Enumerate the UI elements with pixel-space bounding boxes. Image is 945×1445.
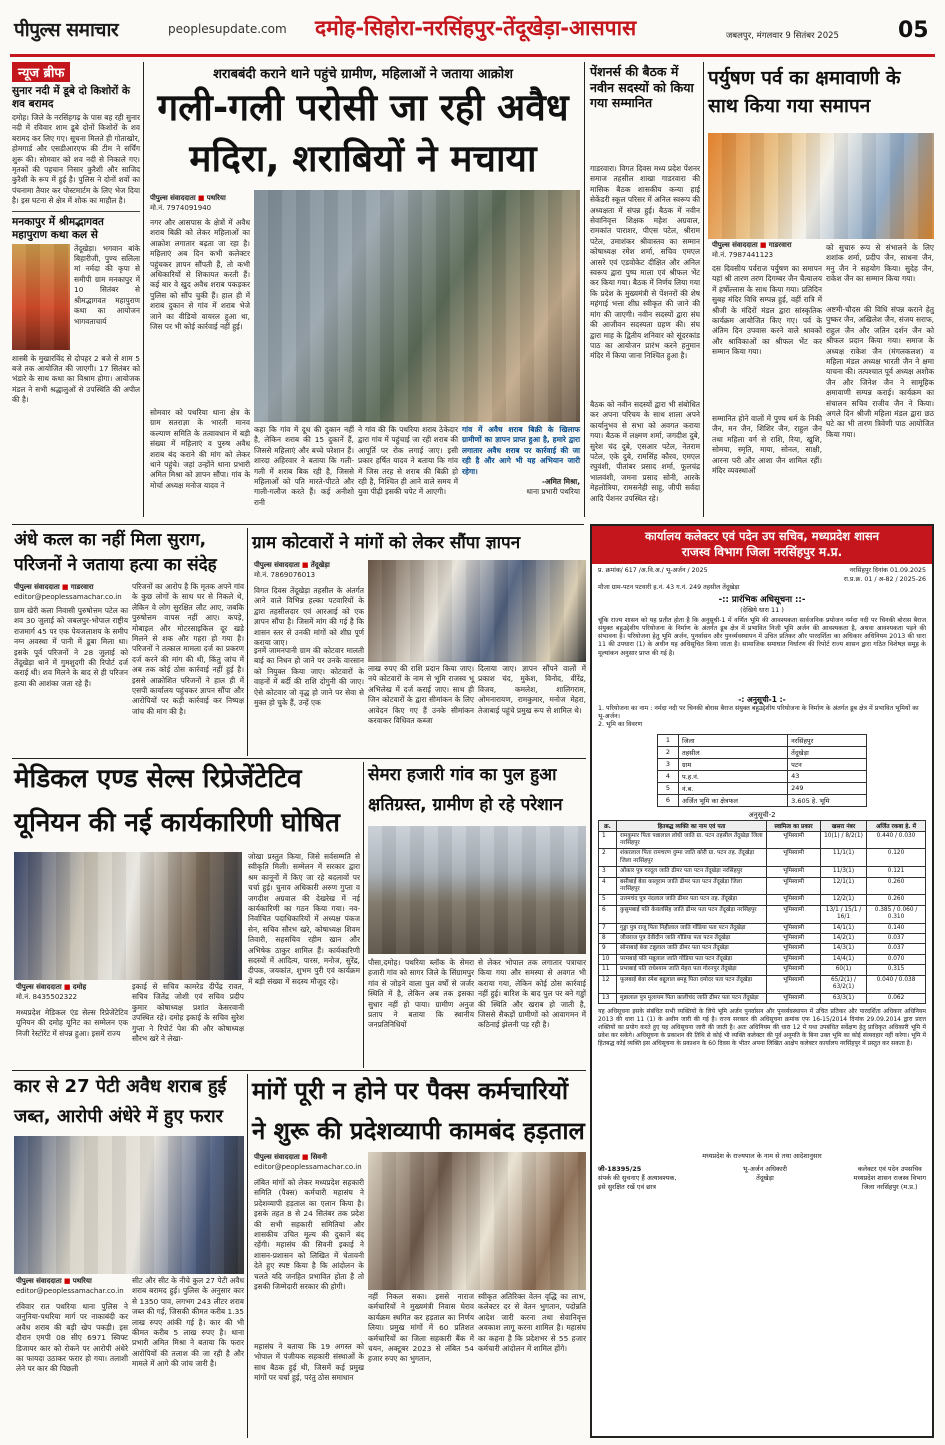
notice-office-banner xyxy=(592,526,932,564)
paryushan-body-2: सम्मानित होने वालों में पुण्य धर्म के निकी जैन, मन जैन, शिशिर जैन, राहुल जैन तथा महिला वर्ग से राशि, रिया, खुशि, सोमया, स्मृति, माया, सोनल, साक्षी, आरना परी और आशा जैन शामिल रहीं। मंदिर व्यवस्थाओं xyxy=(712,414,822,476)
liquor-byline xyxy=(16,1276,146,1300)
land-table-cell: 0.062 xyxy=(867,993,926,1003)
kotwar-body-3: लाख रुपए की राशि प्रदान किया जाए। नये कोटवारों के नाम से भूमि राजस्व भू अभिलेख में दर्ज कराई जाए। साथ ही जिन कोटवारों के द्वारा सीमांकन के लिए आवेदन किए गए हैं उनके सीमांकन करवाकर विधिवत कब्जा xyxy=(368,664,474,726)
land-table-cell: भूमिस्वामी xyxy=(767,944,821,954)
land-table-cell: 13 xyxy=(599,993,617,1003)
lead-headline-2: मदिरा, शराबियों ने मचाया xyxy=(189,137,537,180)
land-table-cell: शंकरलाल पिता रामचरण दुम्मा जाति कोरी ग्रा. पटन तह. तेंदूखेड़ा जिला नरसिंहपुर xyxy=(617,849,767,867)
land-table-cell: 0.040 / 0.038 xyxy=(867,975,926,993)
murder-byline xyxy=(14,582,134,606)
notice-schedule-1: -: अनुसूची-1 :- xyxy=(738,694,786,704)
land-table-cell: भूमिस्वामी xyxy=(767,831,821,849)
liquor-headline-1: कार से 27 पेटी अवैध शराब हुई xyxy=(14,1076,227,1097)
info-table-cell: ग्राम xyxy=(679,758,788,770)
land-table-cell: कुसुमबाई पति केवलसिंह जाति ढीमर पता पटन तेंदूखेड़ा नरसिंहपुर xyxy=(617,905,767,923)
info-table-cell: पटन xyxy=(788,758,867,770)
region-narsinghpur: नरसिंहपुर xyxy=(423,16,495,40)
kotwar-byline xyxy=(254,560,364,584)
land-table-cell: भूमिस्वामी xyxy=(767,975,821,993)
lead-quote: गांव में अवैध शराब बिक्री के खिलाफ ग्रामीणों का ज्ञापन प्राप्त हुआ है, हमारे द्वारा लगातार अवैध शराब पर कार्रवाई की जा रही है और आगे भी यह अभियान जारी रहेगा। xyxy=(462,425,580,476)
byline-email[interactable]: editor@peoplessamachar.co.in xyxy=(16,1287,124,1295)
info-table-cell: जिला xyxy=(679,734,788,746)
pension-headline: पेंशनर्स की बैठक में नवीन सदस्यों को किया गया सम्मानित xyxy=(590,64,694,110)
info-table-cell: नरसिंहपुर xyxy=(788,734,867,746)
lead-quote-box xyxy=(462,425,580,523)
land-table-cell: 11/1(1) xyxy=(821,849,867,867)
info-table-cell: 6 xyxy=(658,794,679,806)
land-table-cell: 5 xyxy=(599,895,617,905)
kotwar-body-4: दिलाया जाए। ज्ञापन सौंपने वालों में प्रकाश चंद, मुकेश, विनोद, वीरेंद्र, विजय, कमलेश, शालिगराम, ओमनारायण, रामकुमार, मनोज मेहरा, तेजाबाई पहुंचे प्रमुख रूप से शामिल थे। xyxy=(478,664,586,715)
liquor-body-1: रविवार रात पथरिया थाना पुलिस ने जनुनिया-पथरिया मार्ग पर नाकाबंदी कर अवैध शराब की बड़ी खेप पकड़ी। इस दौरान एमपी 08 सीए 6971 स्विफ्ट डिजायर कार को रोकने पर आरोपी अंधेरे का फायदा उठाकर फरार हो गया। तलाशी लेने पर कार की पिछली xyxy=(16,1302,128,1374)
masthead-regions xyxy=(315,14,695,48)
land-table-row xyxy=(599,934,926,944)
info-table-cell: 2 xyxy=(658,746,679,758)
land-table-cell: 63/3(1) xyxy=(821,993,867,1003)
strike-body-3: नहीं निकल सका। इससे नाराज कर्मचारियों ने मुख्यमंत्री निवास घेराव कार्यक्रम स्थगित कर हड़ताल का निर्णय लिया। प्रमुख मांगों में 60 प्रतिशत कर्मचारियों का जिला सहकारी बैंक में चयन, अक्टूबर 2023 से लंबित 54 हजार रुपए का भुगतान, xyxy=(368,1292,474,1364)
land-table-cell: भूमिस्वामी xyxy=(767,877,821,895)
land-table-cell: मुन्नालाल पुत्र मुलायम पिता कालीचंद जाति ढीमर पता पटन तेंदूखेड़ा xyxy=(617,993,767,1003)
land-table-row xyxy=(599,993,926,1003)
pension-body-2: बैठक को नवीन सदस्यों द्वारा भी संबोधित कर अपना परिचय के साथ शाला अपने कार्यानुभव से सभा को अवगत कराया गया। बैठक में लक्ष्मण शर्मा, जगदीश दुबे, सुरेश चंद दुबे, एसआर पटेल, नेतराम पटेल, एके दुबे, रामसिंह कौरव, एमएल रघुवंशी, पीतांबर प्रसाद शर्मा, फूलचंद्र भालवंशी, जमना प्रसाद सोनी, आरके मेहलोत्रिया, रामसनेही साहू, जीपी सर्वदा आदि पेंशनर उपस्थित रहे। xyxy=(590,400,700,503)
bridge-headline-2: क्षतिग्रस्त, ग्रामीण हो रहे परेशान xyxy=(368,795,563,815)
land-table-cell: ओंकार पुत्र गरदूल जाति ढीमर पता पटन तेंदूखेड़ा नरसिंहपुर xyxy=(617,867,767,877)
lead-kicker: शराबबंदी कराने थाने पहुंचे ग्रामीण, महिलाओं ने जताया आक्रोश xyxy=(213,67,513,82)
land-table-header: खसरा नंबर xyxy=(821,820,867,831)
info-table-row xyxy=(658,746,867,758)
land-table-cell: 14/2(1) xyxy=(821,934,867,944)
info-table-cell: 249 xyxy=(788,782,867,794)
byline-name: पीपुल्स संवाददाता xyxy=(14,583,60,591)
land-table-row xyxy=(599,905,926,923)
strike-body-2: महासंघ ने बताया कि 19 अगस्त को भोपाल में पंजीयक सहकारी संस्थाओं के साथ बैठक हुई थी, जिसमें कई प्रमुख मांगों पर चर्चा हुई, परंतु ठोस समाधान xyxy=(254,1342,364,1383)
murder-body-1: ग्राम खेरी कला निवासी पुरुषोत्तम पटेल का शव 30 जुलाई को जबलपुर-भोपाल राष्ट्रीय राजमार्ग 45 पर एक पेयजलाशय के समीप नग्न अवस्था में पानी में डूबा मिला था। इसके पूर्व परिजनों ने 28 जुलाई को तेंदूखेड़ा थाने में गुमशुदगी की रिपोर्ट दर्ज कराई थी। शव मिलने के बाद से ही परिजन हत्या की आशंका जता रहे हैं। xyxy=(14,606,128,688)
land-table-cell: 12 xyxy=(599,975,617,993)
notice-sign-right-1: कलेक्टर एवं पदेन उपसचिव xyxy=(857,1164,922,1173)
lead-body-4: ने गांव की कि पथरिया शराब ठेकेदार द्वारा गांव में पहुंचाई जा रही शराब की आपूर्ति पर रोक लगाई जाए। इसी प्रकार हर्षित यादव ने बताया कि गांव में जिस तरह से शराब की बिक्री हो रही है, निश्चित ही आने वाले समय में युवा पीढ़ी इसकी चपेट में आएगी। xyxy=(358,425,458,497)
land-table-cell: 0.315 xyxy=(867,965,926,975)
land-table-cell: 10 xyxy=(599,954,617,964)
land-table-cell: सोनाबाई बेवा टन्नूलाल जाति ढीमर पता पटन तेंदूखेड़ा xyxy=(617,944,767,954)
byline-email[interactable]: editor@peoplessamachar.co.in xyxy=(254,1163,362,1171)
byline-place: गाडरवारा xyxy=(768,241,792,249)
info-table-row xyxy=(658,782,867,794)
masthead-dateline: जबलपुर, मंगलवार 9 सितंबर 2025 xyxy=(726,31,839,41)
lead-photo xyxy=(254,190,580,422)
info-table-cell: नं.ब. xyxy=(679,782,788,794)
land-table-cell: भूमिस्वामी xyxy=(767,905,821,923)
column-divider xyxy=(703,62,704,517)
strike-byline xyxy=(254,1152,370,1176)
medical-body-3: जोखा प्रस्तुत किया, जिसे सर्वसम्मति से स्वीकृति मिली। सम्मेलन में सरकार द्वारा श्रम कानूनों में किए जा रहे बदलावों पर चर्चा हुई। चुनाव अधिकारी अरुण गुप्ता व जगदीश अग्रवाल की देखरेख में नई कार्यकारिणी का गठन किया गया। नव-निर्वाचित पदाधिकारियों में अध्यक्ष पंकज सेन, सचिव सौरभ खरे, कोषाध्यक्ष शिवम तिवारी, सहसचिव रहीम खान और अभिषेक ठाकुर शामिल हैं। कार्यकारिणी सदस्यों में आदित्य, पारस, मनोज, सुरेंद्र, दीपक, जयकांत, शुभम पुरी एवं कार्यक्रम में बड़ी संख्या में सदस्य मौजूद रहे। xyxy=(248,852,360,986)
notice-item-2: 2. भूमि का विवरण xyxy=(598,721,643,729)
news-brief-title: न्यूज ब्रीफ xyxy=(12,62,70,82)
land-table-cell: 4 xyxy=(599,877,617,895)
notice-date: नरसिंहपुर दिनांक 01.09.2025 xyxy=(849,567,926,574)
land-table-cell: भूमिस्वामी xyxy=(767,934,821,944)
strike-photo xyxy=(368,1152,586,1290)
land-table-row xyxy=(599,923,926,933)
info-table-cell: तहसील xyxy=(679,746,788,758)
byline-marker: ■ xyxy=(759,241,767,249)
region-tendukheda: तेंदूखेड़ा xyxy=(503,16,561,40)
land-table-cell: 6 xyxy=(599,905,617,923)
info-table-cell: 1 xyxy=(658,734,679,746)
land-table-cell: 60(1) xyxy=(821,965,867,975)
land-table-cell: 0.440 / 0.030 xyxy=(867,831,926,849)
lead-headline-1: गली-गली परोसी जा रही अवैध xyxy=(157,86,569,129)
byline-name: पीपुल्स संवाददाता xyxy=(712,241,758,249)
medical-headline-2: यूनियन की नई कार्यकारिणी घोषित xyxy=(14,808,340,838)
land-table-header-row xyxy=(599,820,926,831)
notice-title: -:: प्रारंभिक अधिसूचना ::- xyxy=(718,594,806,605)
land-table-cell: 13/1 / 15/1 / 16/1 xyxy=(821,905,867,923)
medical-photo xyxy=(14,852,242,980)
land-table-cell: प्रभाबाई पति राधेश्याम जाति मेहरा पता गोरनपुर तेंदूखेड़ा xyxy=(617,965,767,975)
info-table-row xyxy=(658,794,867,806)
info-table-cell: 5 xyxy=(658,782,679,794)
region-sep: - xyxy=(494,16,504,40)
medical-byline xyxy=(16,982,146,1006)
land-table-row xyxy=(599,944,926,954)
kotwar-body-1: विगत दिवस तेंदूखेड़ा तहसील के अंतर्गत आने वाले विभिन्न हल्का पटवारियों के द्वारा तहसीलदार एवं आरआई को एक ज्ञापन सौंपा है। जिसमें मांग की गई है कि शासन स्तर से उनकी मांगों को शीघ्र पूर्ण कराया जाए। xyxy=(254,586,364,648)
govt-notice xyxy=(590,524,934,1438)
notice-office-1: कार्यालय कलेक्टर एवं पदेन उप सचिव, मध्यप्रदेश शासन xyxy=(644,529,880,543)
brief-2-body-1: तेंदूखेड़ा। भगवान बांके बिहारीजी, पुण्य सलिला मां नर्मदा की कृपा से समीपी ग्राम मनकापुर में 10 सितंबर से श्रीमद्भागवत महापुराण कथा का आयोजन भागवताचार्य xyxy=(74,243,140,326)
land-table-row xyxy=(599,895,926,905)
byline-mobile: मो.नं. 7974091940 xyxy=(150,204,212,212)
section-rule xyxy=(12,1070,586,1071)
lead-body-2: सोमवार को पथरिया थाना क्षेत्र के ग्राम सतराज्ञा के भारती मानव कल्याण समिति के तत्वावधान में बड़ी संख्या में महिलाएं व पुरुष अवैध शराब बंद कराने की मांग को लेकर थाने पहुंचे। जहां उन्होंने थाना प्रभारी अमित मिश्रा को ज्ञापन सौंपा। गांव के मोर्चा अध्यक्ष मनोज यादव ने xyxy=(150,408,250,490)
lead-byline xyxy=(150,193,250,217)
land-table-cell: 0.121 xyxy=(867,867,926,877)
bridge-photo xyxy=(368,826,586,954)
byline-marker: ■ xyxy=(197,194,205,202)
region-sep: - xyxy=(355,16,365,40)
byline-name: पीपुल्स संवाददाता xyxy=(16,1277,62,1285)
paryushan-photo xyxy=(708,133,934,239)
land-table-row xyxy=(599,954,926,964)
land-table-cell: 14/1(1) xyxy=(821,923,867,933)
kotwar-photo xyxy=(368,560,586,662)
land-table-cell: भूमिस्वामी xyxy=(767,954,821,964)
column-divider xyxy=(143,62,144,517)
land-table-cell: फूलबाई बेवा रमेश बद्दूलाल बमहू पिता दमोदर पता पटन तेंदूखेड़ा xyxy=(617,975,767,993)
land-table-row xyxy=(599,867,926,877)
notice-footer-para: यह अधिसूचना इसके संबंधित सभी व्यक्तियों के लिये भूमि अर्जन पुनर्वासन और पुनर्व्यवस्थापन में उचित प्रतिकर और पारदर्शिता अधिकार अधिनियम 2013 की धारा 11 (1) के अधीन जारी की गई है। राज्य सरकार की अधिसूचना क्रमांक एफ 16-15/2014 दिनांक 29.09.2014 द्वारा प्रदत्त शक्तियों का प्रयोग करते हुए यह अधिसूचना जारी की जाती है। अतः अधिनियम की धारा 12 में यथा उपबंधित सर्वेक्षण हेतु प्राधिकृत अधिकारी भूमि में प्रवेश कर सकेंगे। अधिसूचना के प्रकाशन की तिथि से कोई भी व्यक्ति कलेक्टर की पूर्व अनुमति के बिना उक्त भूमि का कोई संव्यवहार नहीं करेगा। भूमि में हितबद्ध कोई व्यक्ति इस अधिसूचना के प्रकाशन के 60 दिवस के भीतर अपना लिखित आक्षेप कलेक्टर कार्यालय नरसिंहपुर में प्रस्तुत कर सकता है। xyxy=(598,1007,926,1047)
liquor-photo xyxy=(14,1136,244,1274)
byline-mobile: मो.नं. 8435502322 xyxy=(16,993,78,1001)
masthead-logo[interactable] xyxy=(14,16,164,50)
medical-body-1: मध्यप्रदेश मेडिकल एंड सेल्स रिप्रेजेंटेटिव यूनियन की दमोह यूनिट का सम्मेलन एक निजी रेस्टोरेंट में संपन्न हुआ। इसमें राज्य xyxy=(16,1008,128,1038)
strike-headline-1: मांगें पूरी न होने पर पैक्स कर्मचारियों xyxy=(252,1077,569,1105)
byline-mobile: मो.नं. 7869076013 xyxy=(254,571,316,579)
brief-1-body: दमोह। जिले के नरसिंहगढ़ के पास बह रही सुनार नदी में रविवार शाम डूबे दोनों किशोरों के शव बरामद कर लिए गए। सूचना मिलते ही गोताखोर, होमगार्ड और एसडीआरएफ की टीम ने सर्चिंग शुरू की। सोमवार को शव नदी से निकाले गए। मृतकों की पहचान निसार कुरैशी और साजिद कुरैशी के रूप में हुई है। पुलिस ने दोनों शवों का पंचनामा तैयार कर पोस्टमार्टम के लिए भेज दिया है। इस घटना से क्षेत्र में शोक का माहौल है। xyxy=(12,113,140,206)
byline-place: पथरिया xyxy=(206,194,226,202)
liquor-headline-2: जब्त, आरोपी अंधेरे में हुए फरार xyxy=(14,1106,223,1127)
byline-marker: ■ xyxy=(301,561,309,569)
land-table-cell: 0.037 xyxy=(867,944,926,954)
land-table-cell: 12/2(1) xyxy=(821,895,867,905)
notice-footnote-1: संपर्क की सुचनाए हैं अत्यावश्यक, xyxy=(598,1173,677,1182)
brief-2-body-2: शास्त्री के मुखारविंद से दोपहर 2 बजे से शाम 5 बजे तक आयोजित की जाएगी। 17 सितंबर को भंडारे के साथ कथा का विश्राम होगा। आयोजक मंडल ने सभी श्रद्धालुओं से उपस्थिति की अपील की है। xyxy=(12,353,140,405)
notice-sign-right-3: जिला नरसिंहपुर (म.प्र.) xyxy=(861,1182,918,1191)
byline-place: सिवनी xyxy=(310,1153,327,1161)
logo-text: पीपुल्स समाचार xyxy=(14,19,119,41)
byline-name: पीपुल्स संवाददाता xyxy=(254,561,300,569)
byline-name: पीपुल्स संवाददाता xyxy=(16,983,62,991)
masthead-website[interactable]: peoplesupdate.com xyxy=(168,22,287,36)
news-brief-column xyxy=(12,62,140,522)
land-table-cell: उत्तमचंद पुत्र नंदलाल जाति ढीमर पता पटन तह. तेंदूखेड़ा xyxy=(617,895,767,905)
lead-quote-role: थाना प्रभारी पथरिया xyxy=(526,487,580,497)
land-table-cell: 65/2(1) / 63/2(1) xyxy=(821,975,867,993)
paryushan-body-4: अष्टमी-चौदस की विधि संपन्न कराने हेतु पुष्कर जैन, अखिलेश जैन, संजय सराफ, राहुल जैन और जतिन दर्शन जैन को श्रीफल प्रदान किया गया। समाज के अध्यक्ष राकेश जैन (मंगलकलश) व महिला मंडल अध्यक्ष भारती जैन ने क्षमा याचना की। तत्पश्चात पूर्व अध्यक्ष अशोक जैन और जिनेश जैन ने सामूहिक क्षमावाणी सम्पन्न कराई। कार्यक्रम का संचालन सचिव राजीव जैन ने किया। अगले दिन श्रीजी महिला मंडल द्वारा छठ घटे का भी तारण त्रिवेणी पाठ आयोजित किया गया। xyxy=(826,305,934,439)
land-table-cell: जीवराज पुत्र देवीदीन जाति गोंडिया पता पटन तेंदूखेड़ा xyxy=(617,934,767,944)
notice-footnote-2: इसे सुरक्षित रखें एवं छात्र xyxy=(598,1182,656,1191)
region-damoh: दमोह xyxy=(315,16,356,40)
land-table-cell: भूमिस्वामी xyxy=(767,993,821,1003)
info-table-cell: 43 xyxy=(788,770,867,782)
brief-2-photo xyxy=(12,244,70,350)
notice-sign-right-2: मध्यप्रदेश शासन राजस्व विभाग xyxy=(853,1173,926,1182)
land-table-cell: रामकुमार पिता पन्नालाल लोधी जाति ग्रा. पटन तहसील तेंदूखेड़ा जिला नरसिंहपुर xyxy=(617,831,767,849)
info-table-cell: प.ह.नं. xyxy=(679,770,788,782)
byline-name: पीपुल्स संवाददाता xyxy=(150,194,196,202)
land-table-cell: 11/3(1) xyxy=(821,867,867,877)
medical-headline-1: मेडिकल एण्ड सेल्स रिप्रेजेंटेटिव xyxy=(14,764,302,794)
paryushan-body-1: दस दिवसीय पर्वराज पर्युषण का समापन यहां श्री तारण तरण दिगम्बर जैन चैत्यालय में हर्षोल्लास के साथ किया गया। प्रतिदिन सुबह मंदिर विधि सम्पन्न हुई, वहीं रात्रि में श्रीजी के मंदिरों मंडल द्वारा सांस्कृतिक कार्यक्रम आयोजित किए गए। पर्व के अंतिम दिन उपवास करने वाले श्रावकों और श्राविकाओं का श्रीफल भेंट कर सम्मान किया गया। xyxy=(712,264,823,357)
land-table-cell: 0.120 xyxy=(867,849,926,867)
divider xyxy=(12,211,140,212)
strike-body-1: लंबित मांगों को लेकर मध्यप्रदेश सहकारी समिति (पैक्स) कर्मचारी महासंघ ने प्रदेशव्यापी हड़ताल का एलान किया है। इसके तहत 8 से 24 सितंबर तक प्रदेश की सभी सहकारी समितियां और शासकीय उचित मूल्य की दुकानें बंद रहेंगी। महासंघ की सिवनी इकाई ने शासन-प्रशासन को लिखित में चेतावनी देते हुए स्पष्ट किया है कि आंदोलन के चलते यदि जनहित प्रभावित होता है तो इसकी जिम्मेदारी सरकार की होगी। xyxy=(254,1178,364,1292)
land-table-cell: 14/4(1) xyxy=(821,954,867,964)
land-table-cell: बसीबाई बेवा कालूराम जाति ढीमर पता पटन तेंदूखेड़ा जिला नरसिंहपुर xyxy=(617,877,767,895)
column-divider xyxy=(247,1074,248,1438)
column-divider xyxy=(363,762,364,1068)
bridge-body-1: पौसा,दमोह। पथरिया ब्लॉक के सेमरा हजारी गांव को सागर जिले के सिंग्रामपुर गांव से जोड़ने वाला पुल वर्षों से जर्जर स्थिति में है, लेकिन अब तक इसका सुधार नहीं हो पाया। ग्रामीण अनुज प्रताप ने बताया कि स्थानीय जनप्रतिनिधियों xyxy=(368,958,474,1030)
land-table-cell: 2 xyxy=(599,849,617,867)
info-table-row xyxy=(658,734,867,746)
lead-quote-by: -अमित मिश्रा, xyxy=(541,477,580,487)
notice-sign-left-1: भू-अर्जन अधिकारी xyxy=(742,1164,787,1173)
land-table-cell: 0.260 xyxy=(867,877,926,895)
notice-intro: चूंकि राज्य शासन को यह प्रतीत होता है कि अनुसूची-1 में वर्णित भूमि की आवश्यकता सार्वजनिक प्रयोजन नर्मदा नदी पर चिनकी बोरास बैराज संयुक्त बहुउद्देशीय परियोजना के निर्माण के अंतर्गत डूब क्षेत्र में प्रभावित निजी भूमि अर्जन की आवश्यकता है, अथवा आवश्यकता पड़ने की संभावना है। परियोजना हेतु भूमि अर्जन, पुनर्वासन और पुनर्व्यवस्थापन में उचित प्रतिकर और पारदर्शिता का अधिकार अधिनियम 2013 की धारा 11 की उपधारा (1) के अधीन यह अधिसूचित किया जाता है। सामाजिक समाघात निर्धारण की रिपोर्ट राज्य शासन द्वारा गठित विशेषज्ञ समूह के मूल्यांकन अनुसार प्राप्त की गई है। xyxy=(598,616,926,657)
kotwar-headline: ग्राम कोटवारों ने मांगों को लेकर सौंपा ज्ञापन xyxy=(252,533,521,553)
notice-village: मौजा ग्राम-पटन पटवारी ह.नं. 43 ग.नं. 249 तहसील तेंदूखेड़ा xyxy=(598,584,740,591)
land-table-cell: 10(1) / 8/2(1) xyxy=(821,831,867,849)
bridge-headline-1: सेमरा हजारी गांव का पुल हुआ xyxy=(368,765,557,785)
info-table-cell: तेंदूखेड़ा xyxy=(788,746,867,758)
land-table-cell: 0.260 xyxy=(867,895,926,905)
land-table-cell: भूमिस्वामी xyxy=(767,849,821,867)
brief-2-headline: मनकापुर में श्रीमद्भागवत महापुराण कथा कल से xyxy=(12,215,104,241)
region-sep: - xyxy=(560,16,569,40)
page-number: 05 xyxy=(898,18,929,43)
land-table-cell: 12/1(1) xyxy=(821,877,867,895)
notice-seal-line: मध्यप्रदेश के राज्यपाल के नाम से तथा आदेशानुसार xyxy=(702,1151,822,1160)
notice-case-no: रा.प्र.क्र. 01 / अ-82 / 2025-26 xyxy=(843,575,926,583)
notice-item-1: 1. परियोजना का नाम : नर्मदा नदी पर चिनकी बोरास बैराज संयुक्त बहुउद्देशीय परियोजना के निर्माण के अंतर्गत डूब क्षेत्र में प्रभावित भूमियों का भू-अर्जन। xyxy=(598,704,919,720)
land-table-header: स्वामित्व का प्रकार xyxy=(767,820,821,831)
land-table-cell: 0.037 xyxy=(867,934,926,944)
land-table-cell: 11 xyxy=(599,965,617,975)
land-table-cell: 8 xyxy=(599,934,617,944)
land-table-cell: भूमिस्वामी xyxy=(767,867,821,877)
byline-marker: ■ xyxy=(61,583,69,591)
land-table-cell: 3 xyxy=(599,867,617,877)
land-table-cell: 0.070 xyxy=(867,954,926,964)
land-table-row xyxy=(599,965,926,975)
land-table-cell: 9 xyxy=(599,944,617,954)
notice-land-table xyxy=(598,820,926,1004)
info-table-row xyxy=(658,758,867,770)
land-table-cell: भूमिस्वामी xyxy=(767,965,821,975)
land-table-row xyxy=(599,849,926,867)
byline-place: गाडरवारा xyxy=(70,583,94,591)
land-table-cell: भूमिस्वामी xyxy=(767,895,821,905)
medical-body-2: इकाई से सचिव कामरेड दीपेंद्र रावत, सचिव जितेंद्र जोशी एवं सचिव प्रदीप कुमार कोषाध्यक्ष प्रशांत केसरवानी उपस्थित रहे। दमोह इकाई के सचिव सुरेश गुप्ता ने रिपोर्ट पेश की और कोषाध्यक्ष सौरभ खरे ने लेखा- xyxy=(132,982,244,1044)
byline-marker: ■ xyxy=(63,983,71,991)
land-table-cell: भूमिस्वामी xyxy=(767,923,821,933)
info-table-row xyxy=(658,770,867,782)
paryushan-byline xyxy=(712,240,822,262)
byline-email[interactable]: editor@peoplessamachar.co.in xyxy=(14,593,122,601)
info-table-cell: 3.605 हे. भूमि xyxy=(788,794,867,806)
land-table-header: हितबद्ध व्यक्ति का नाम एवं पता xyxy=(617,820,767,831)
byline-mobile: मो.नं. 7987441123 xyxy=(712,251,774,259)
info-table-cell: 4 xyxy=(658,770,679,782)
column-divider xyxy=(584,62,585,517)
byline-place: पथरिया xyxy=(72,1277,92,1285)
info-table-cell: 3 xyxy=(658,758,679,770)
land-table-header: अर्जित रकबा हे. में xyxy=(867,820,926,831)
liquor-body-2: सीट और सीट के नीचे कुल 27 पेटी अवैध शराब बरामद हुई। पुलिस के अनुसार कार से 1350 पाव, लगभग 243 लीटर शराब जब्त की गई, जिसकी कीमत करीब 1.35 लाख रुपए आंकी गई है। कार की भी कीमत करीब 5 लाख रुपए है। थाना प्रभारी अमित मिश्रा ने बताया कि फरार आरोपियों की तलाश की जा रही है और मामले में आगे की जांच जारी है। xyxy=(132,1276,244,1369)
bridge-body-2: से लेकर भोपाल तक लगातार पत्राचार किया गया और समस्या से अवगत भी कराया गया, लेकिन कोई ठोस कार्रवाई नहीं हुई। बारिश के बाद पुल पर बने गड्ढों की स्थिति और खराब हो जाती है, जिससे सैकड़ों ग्रामीणों को आवागमन में कठिनाई झेलनी पड़ रही है। xyxy=(478,958,586,1030)
murder-headline: अंधे कत्ल का नहीं मिला सुराग, परिजनों ने जताया हत्या का संदेह xyxy=(14,530,217,575)
land-table-header: क्र. xyxy=(599,820,617,831)
notice-schedule-2: अनुसूची-2 xyxy=(748,810,776,819)
land-table-cell: 1 xyxy=(599,831,617,849)
lead-body-1: नगर और आसपास के क्षेत्रों में अवैध शराब बिक्री को लेकर महिलाओं का आक्रोश लगातार बढ़ता जा रहा है। महिलाएं अब दिन कभी कलेक्टर पहुंचकर ज्ञापन सौंपती हैं, तो कभी अधिकारियों से शिकायत करती हैं। कई बार वे खुद अवैध शराब पकड़कर पुलिस को सौंप चुकी हैं। हाल ही में शराब दुकान से गांव में शराब भेजे जाने का वीडियो वायरल हुआ था, जिस पर भी कोई कार्रवाई नहीं हुई। xyxy=(150,218,250,332)
brief-1-headline: सुनार नदी में डूबे दो किशोरों के शव बरामद xyxy=(12,85,130,110)
region-sep: - xyxy=(414,16,424,40)
notice-info-table xyxy=(657,734,867,807)
murder-body-2: परिजनों का आरोप है कि मृतक अपने गांव के कुछ लोगों के साथ घर से निकले थे, लेकिन वे लोग सुरक्षित लौट आए, जबकि पुरुषोत्तम वापस नहीं आए। कपड़े, मोबाइल और मोटरसाइकिल दूर खड़े मिलने से शक और गहरा हो गया है। परिजनों ने तत्काल मामला दर्ज का प्रकरण दर्ज करने की मांग की थी, किंतु जांच में अब तक कोई ठोस कार्रवाई नहीं हुई है। इससे आक्रोशित परिजनों ने हाल ही में एसपी कार्यालय पहुंचकर ज्ञापन सौंपा और आरोपियों पर कड़ी कार्रवाई कर निष्पक्ष जांच की मांग की है। xyxy=(132,582,244,716)
kotwar-body-2: इनमें जामनपानी ग्राम की कोटवार मालती बाई का निधन हो जाने पर उनके वारसान को नियुक्त किया जाए। कोटवारों के वाहनों में बर्दी की राशि दोगुनी की जाए। ऐसे कोटवार जो वृद्ध हो जाने पर सेवा से मुक्त हो चुके हैं, उन्हें एक xyxy=(254,646,364,708)
section-rule xyxy=(12,524,584,525)
strike-body-4: स्वीकृत अतिरिक्त वेतन वृद्धि का लाभ, कलेक्टर दर से वेतन भुगतान, पदोन्नति आदेश जारी करना तथा सेवानिवृत्त अवकाश लागू करना शामिल है। महासंघ का कहना है कि प्रदेशभर से 55 हजार कर्मचारी आंदोलन में शामिल होंगे। xyxy=(478,1292,586,1354)
masthead-rule xyxy=(10,54,935,57)
notice-ref-no: जी-18395/25 xyxy=(598,1164,642,1173)
land-table-cell: 14/3(1) xyxy=(821,944,867,954)
byline-marker: ■ xyxy=(301,1153,309,1161)
pension-body-1: गाडरवारा। विगत दिवस मध्य प्रदेश पेंशनर समाज तहसील शाखा गाडरवारा की मासिक बैठक शासकीय कन्या हाई सेकेंडरी स्कूल परिसर में अनिल स्वरूप की अध्यक्षता में संपन्न हुई। बैठक में नवीन सेवानिवृत्त शिक्षक महेश अग्रवाल, रामकांत पाराशर, पीएस पटेल, श्रीराम पटेल, उमाशंकर श्रीवास्तव का सम्मान कोषाध्यक्ष रमेश शर्मा, सचिव एमएल आसरे एवं एडवोकेट दीक्षित और अनिल स्वरूप द्वारा पुष्प माला एवं श्रीफल भेंट कर किया गया। बैठक में निर्णय लिया गया कि प्रदेश के मुख्यमंत्री से पेंशनरों की शेष महंगाई भत्ता शीघ्र स्वीकृत की जाने की मांग की जाएगी। नवीन सदस्यों द्वारा संघ की आजीवन सदस्यता ग्रहण की। संघ द्वारा माह के द्वितीय शनिवार को सूंदरकांड पाठ का आयोजन प्रारंभ करने हनुमान मंदिर में किया जाना निश्चित हुआ है। xyxy=(590,164,700,361)
paryushan-headline: पर्युषण पर्व का क्षमावाणी के साथ किया गया समापन xyxy=(708,67,901,117)
info-table-cell: अर्जित भूमि का क्षेत्रफल xyxy=(679,794,788,806)
byline-place: दमोह xyxy=(72,983,87,991)
section-rule xyxy=(12,758,586,759)
byline-marker: ■ xyxy=(63,1277,71,1285)
lead-body-3: कहा कि गांव में दूध की दुकान नहीं है, लेकिन शराब की 15 दुकानें हैं, जिससे महिलाएं और बच्चे परेशान हैं। शारदा अहिरवार ने बताया कि गली-गली में शराब बिक रही है, जिससे महिलाओं को पति मारते-पीटते और गाली-गलौज करते हैं। कई अनीशो रानी xyxy=(254,425,354,507)
land-table-row xyxy=(599,831,926,849)
land-table-cell: 0.385 / 0.060 / 0.310 xyxy=(867,905,926,923)
paryushan-body-3: को सुचारु रूप से संभालने के लिए शशांक शर्मा, प्रदीप जैन, साधना जैन, मनु जैन ने सहयोग किया। सुदेह जैन, राकेश जैन का सम्मान किया गया। xyxy=(826,243,934,284)
region-aaspas: आसपास xyxy=(568,16,637,40)
byline-place: तेंदूखेड़ा xyxy=(310,561,330,569)
land-table-row xyxy=(599,877,926,895)
region-sihora: सिहोरा xyxy=(364,16,415,40)
notice-sign-left-2: तेंदूखेड़ा xyxy=(756,1173,774,1182)
notice-office-2: राजस्व विभाग जिला नरसिंहपुर म.प्र. xyxy=(681,545,843,559)
land-table-cell: परमबाई पति मन्नूलाल जाति गोंडिया पता पटन तेंदूखेड़ा xyxy=(617,954,767,964)
notice-subtitle: (देखिये धारा 11 ) xyxy=(740,605,784,614)
notice-ref: प्र. क्रमांक/ 617 /अ.वि.अ./ भू-अर्जन / 2025 xyxy=(598,567,708,574)
byline-name: पीपुल्स संवाददाता xyxy=(254,1153,300,1161)
land-table-row xyxy=(599,975,926,993)
column-divider xyxy=(247,528,248,756)
land-table-cell: 0.140 xyxy=(867,923,926,933)
land-table-cell: गुड्डा पुत्र राजू पिता निहीलाल जाति गोंडिया पता पटन तेंदूखेड़ा xyxy=(617,923,767,933)
masthead xyxy=(0,0,945,58)
strike-headline-2: ने शुरू की प्रदेशव्यापी कामबंद हड़ताल xyxy=(252,1117,585,1145)
land-table-cell: 7 xyxy=(599,923,617,933)
